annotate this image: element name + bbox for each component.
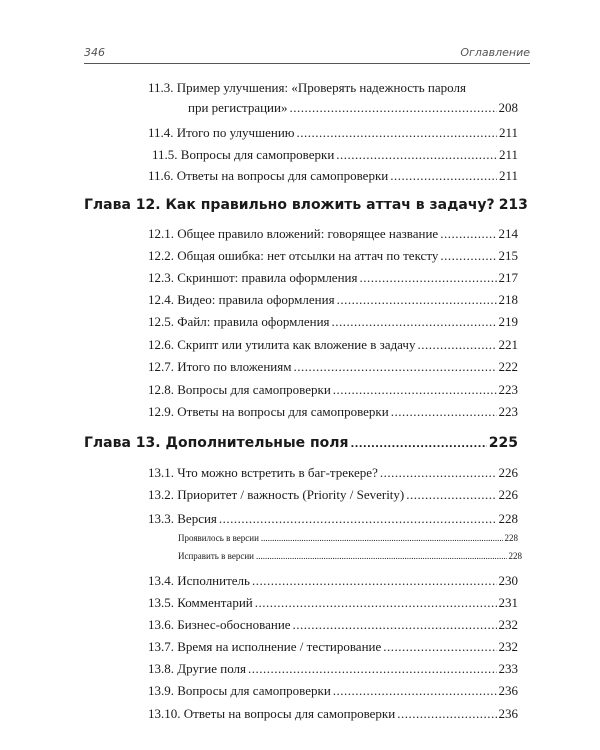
toc-entry-label: Проявилось в версии [178,533,259,543]
toc-entry-13-2[interactable] [148,487,518,503]
leader-dots [351,436,487,454]
leader-dots [332,314,497,330]
toc-entry-page: 226 [498,487,518,502]
toc-entry-11-3-line1[interactable] [148,80,466,96]
toc-entry-label: 12.3. Скриншот: правила оформления [148,270,358,285]
toc-entry-page: 215 [498,248,518,263]
toc-entry-13-8[interactable] [148,661,518,677]
toc-entry-page: 211 [498,125,518,140]
leader-dots [359,270,496,286]
toc-entry-page: 211 [498,147,518,162]
toc-entry-13-10[interactable] [148,706,518,722]
toc-entry-13-1[interactable] [148,465,518,481]
toc-entry-page: 222 [498,359,518,374]
toc-entry-12-2[interactable] [148,248,518,264]
leader-dots [333,683,497,699]
toc-entry-page: 208 [498,100,518,115]
toc-entry-page: 228 [498,511,518,526]
toc-entry-13-5[interactable] [148,595,518,611]
toc-entry-page: 232 [498,617,518,632]
chapter-title: Глава 13. Дополнительные поля [84,435,349,451]
toc-entry-13-6[interactable] [148,617,518,633]
toc-entry-page: 228 [508,551,522,561]
toc-entry-page: 236 [498,683,518,698]
toc-entry-page: 218 [498,292,518,307]
toc-entry-12-6[interactable] [148,337,518,353]
toc-entry-page: 211 [498,168,518,183]
toc-entry-page: 233 [498,661,518,676]
leader-dots [417,337,496,353]
toc-entry-page: 230 [498,573,518,588]
toc-subentry-appeared-in-version[interactable] [178,533,518,544]
leader-dots [337,292,497,308]
toc-entry-label: Исправить в версии [178,551,254,561]
leader-dots [252,573,497,589]
toc-entry-page: 236 [498,706,518,721]
toc-entry-12-5[interactable] [148,314,518,330]
toc-entry-12-1[interactable] [148,226,518,242]
toc-entry-label: 13.5. Комментарий [148,595,253,610]
toc-entry-label: 11.3. Пример улучшения: «Проверять надежность пароля [148,80,466,95]
toc-entry-page: 223 [498,404,518,419]
leader-dots [293,359,496,375]
leader-dots [391,404,497,420]
toc-entry-label: 12.5. Файл: правила оформления [148,314,330,329]
toc-entry-label: 13.3. Версия [148,511,217,526]
chapter-page: 213 [498,197,528,213]
toc-entry-page: 226 [498,465,518,480]
toc-entry-label: 11.6. Ответы на вопросы для самопроверки [148,168,389,183]
toc-entry-11-5[interactable] [152,147,518,163]
leader-dots [297,125,497,141]
chapter-page: 225 [488,435,518,451]
toc-entry-label: 13.4. Исполнитель [148,573,250,588]
leader-dots [336,147,497,163]
toc-entry-label: 12.2. Общая ошибка: нет отсылки на аттач по тексту [148,248,439,263]
toc-entry-label: 12.9. Ответы на вопросы для самопроверки [148,404,389,419]
leader-dots [406,487,496,503]
toc-entry-11-6[interactable] [148,168,518,184]
toc-entry-label: 12.8. Вопросы для самопроверки [148,382,331,397]
toc-entry-page: 231 [498,595,518,610]
chapter-title: Глава 12. Как правильно вложить аттач в задачу? [84,197,495,213]
toc-entry-12-3[interactable] [148,270,518,286]
toc-entry-13-9[interactable] [148,683,518,699]
leader-dots [333,382,497,398]
toc-entry-13-3[interactable] [148,511,518,527]
toc-entry-label: 12.4. Видео: правила оформления [148,292,335,307]
toc-entry-page: 219 [498,314,518,329]
toc-entry-13-4[interactable] [148,573,518,589]
leader-dots [390,168,497,184]
toc-entry-label: 13.1. Что можно встретить в баг-трекере? [148,465,378,480]
toc-entry-12-8[interactable] [148,382,518,398]
toc-entry-label: 13.2. Приоритет / важность (Priority / Severity) [148,487,405,502]
running-header [84,46,530,68]
leader-dots [255,595,497,611]
toc-entry-label: 12.7. Итого по вложениям [148,359,292,374]
leader-dots [219,511,497,527]
leader-dots [293,617,497,633]
toc-entry-page: 217 [498,270,518,285]
toc-entry-page: 214 [498,226,518,241]
toc-subentry-fix-in-version[interactable] [178,551,522,562]
running-title: Оглавление [460,46,530,59]
toc-entry-page: 228 [504,533,518,543]
toc-entry-label: 13.10. Ответы на вопросы для самопроверки [148,706,396,721]
chapter-13-heading[interactable] [84,434,518,454]
toc-entry-12-9[interactable] [148,404,518,420]
leader-dots [261,533,503,544]
toc-entry-label: 11.4. Итого по улучшению [148,125,295,140]
leader-dots [383,639,496,655]
leader-dots [440,248,496,264]
toc-entry-12-4[interactable] [148,292,518,308]
toc-entry-11-3[interactable] [188,100,518,116]
toc-entry-label: 13.9. Вопросы для самопроверки [148,683,331,698]
leader-dots [256,551,507,562]
leader-dots [380,465,497,481]
toc-entry-11-4[interactable] [148,125,518,141]
leader-dots [248,661,496,677]
leader-dots [289,100,496,116]
toc-entry-label: 13.7. Время на исполнение / тестирование [148,639,382,654]
toc-entry-page: 221 [498,337,518,352]
leader-dots [397,706,496,722]
toc-entry-12-7[interactable] [148,359,518,375]
toc-entry-label: при регистрации» [188,100,288,115]
leader-dots [440,226,496,242]
chapter-12-heading[interactable] [84,196,528,216]
toc-entry-13-7[interactable] [148,639,518,655]
toc-entry-label: 13.6. Бизнес-обоснование [148,617,291,632]
page-number: 346 [84,46,105,59]
toc-entry-label: 13.8. Другие поля [148,661,247,676]
header-rule [84,63,530,64]
toc-entry-page: 232 [498,639,518,654]
toc-entry-label: 12.1. Общее правило вложений: говорящее название [148,226,439,241]
toc-entry-page: 223 [498,382,518,397]
toc-entry-label: 11.5. Вопросы для самопроверки [152,147,335,162]
toc-entry-label: 12.6. Скрипт или утилита как вложение в задачу [148,337,416,352]
